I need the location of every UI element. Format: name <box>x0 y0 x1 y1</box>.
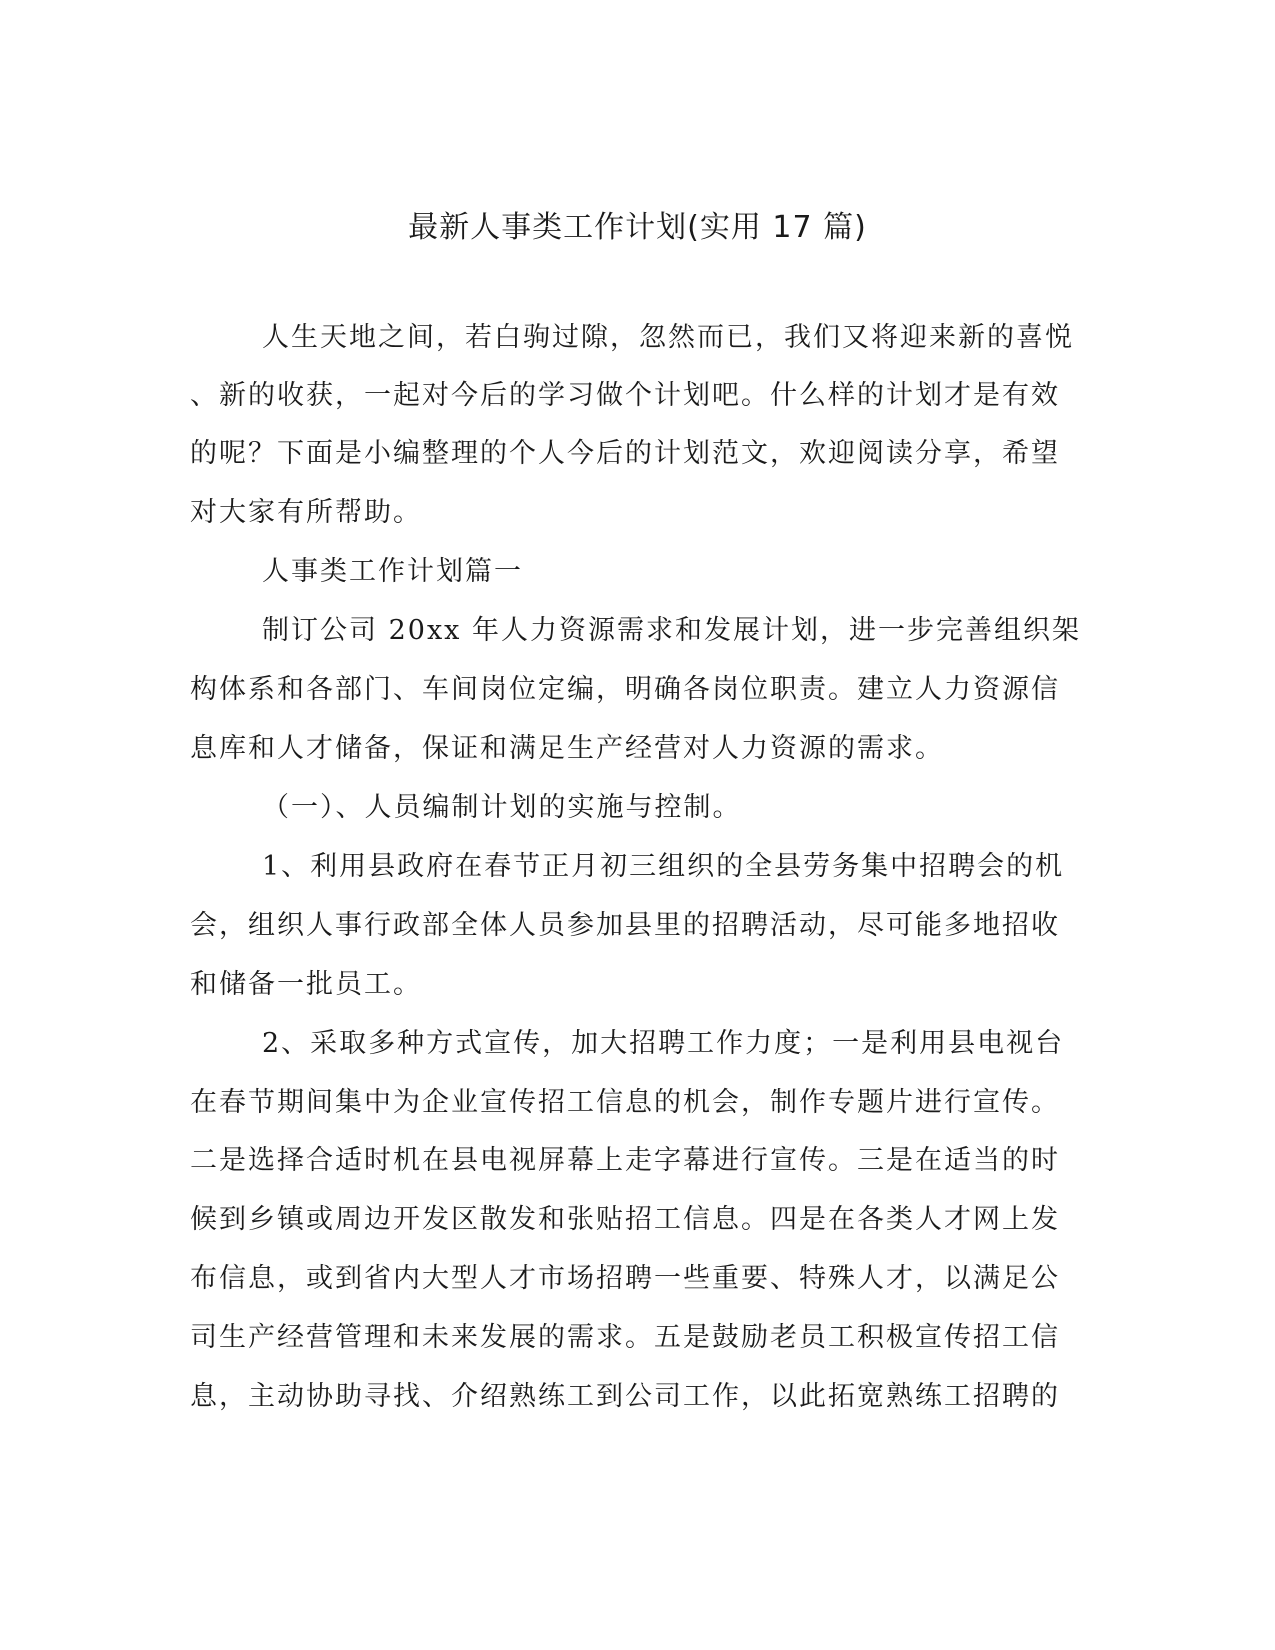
text-line: 制订公司 20xx 年人力资源需求和发展计划，进一步完善组织架 <box>262 615 1081 646</box>
text-line: 候到乡镇或周边开发区散发和张贴招工信息。四是在各类人才网上发 <box>190 1204 1060 1235</box>
document-title: 最新人事类工作计划(实用 17 篇) <box>408 210 867 245</box>
text-line: 息，主动协助寻找、介绍熟练工到公司工作，以此拓宽熟练工招聘的 <box>190 1381 1060 1412</box>
text-line: 和储备一批员工。 <box>190 969 422 1000</box>
text-line: 对大家有所帮助。 <box>190 497 422 528</box>
text-line: 司生产经营管理和未来发展的需求。五是鼓励老员工积极宣传招工信 <box>190 1322 1060 1353</box>
text-line: 息库和人才储备，保证和满足生产经营对人力资源的需求。 <box>190 733 944 764</box>
subsection-heading: （一）、人员编制计划的实施与控制。 <box>262 792 742 823</box>
text-line: 会，组织人事行政部全体人员参加县里的招聘活动，尽可能多地招收 <box>190 910 1060 941</box>
text-line: 1、利用县政府在春节正月初三组织的全县劳务集中招聘会的机 <box>262 851 1065 882</box>
text-line: 在春节期间集中为企业宣传招工信息的机会，制作专题片进行宣传。 <box>190 1087 1060 1118</box>
text-line: 人生天地之间，若白驹过隙，忽然而已，我们又将迎来新的喜悦 <box>262 322 1074 353</box>
text-line: 构体系和各部门、车间岗位定编，明确各岗位职责。建立人力资源信 <box>190 674 1060 705</box>
text-line: 、新的收获，一起对今后的学习做个计划吧。什么样的计划才是有效 <box>190 380 1060 411</box>
section-heading: 人事类工作计划篇一 <box>262 556 523 587</box>
text-line: 2、采取多种方式宣传，加大招聘工作力度；一是利用县电视台 <box>262 1028 1065 1059</box>
text-line: 的呢？下面是小编整理的个人今后的计划范文，欢迎阅读分享，希望 <box>190 438 1060 469</box>
text-line: 二是选择合适时机在县电视屏幕上走字幕进行宣传。三是在适当的时 <box>190 1145 1060 1176</box>
text-line: 布信息，或到省内大型人才市场招聘一些重要、特殊人才，以满足公 <box>190 1263 1060 1294</box>
